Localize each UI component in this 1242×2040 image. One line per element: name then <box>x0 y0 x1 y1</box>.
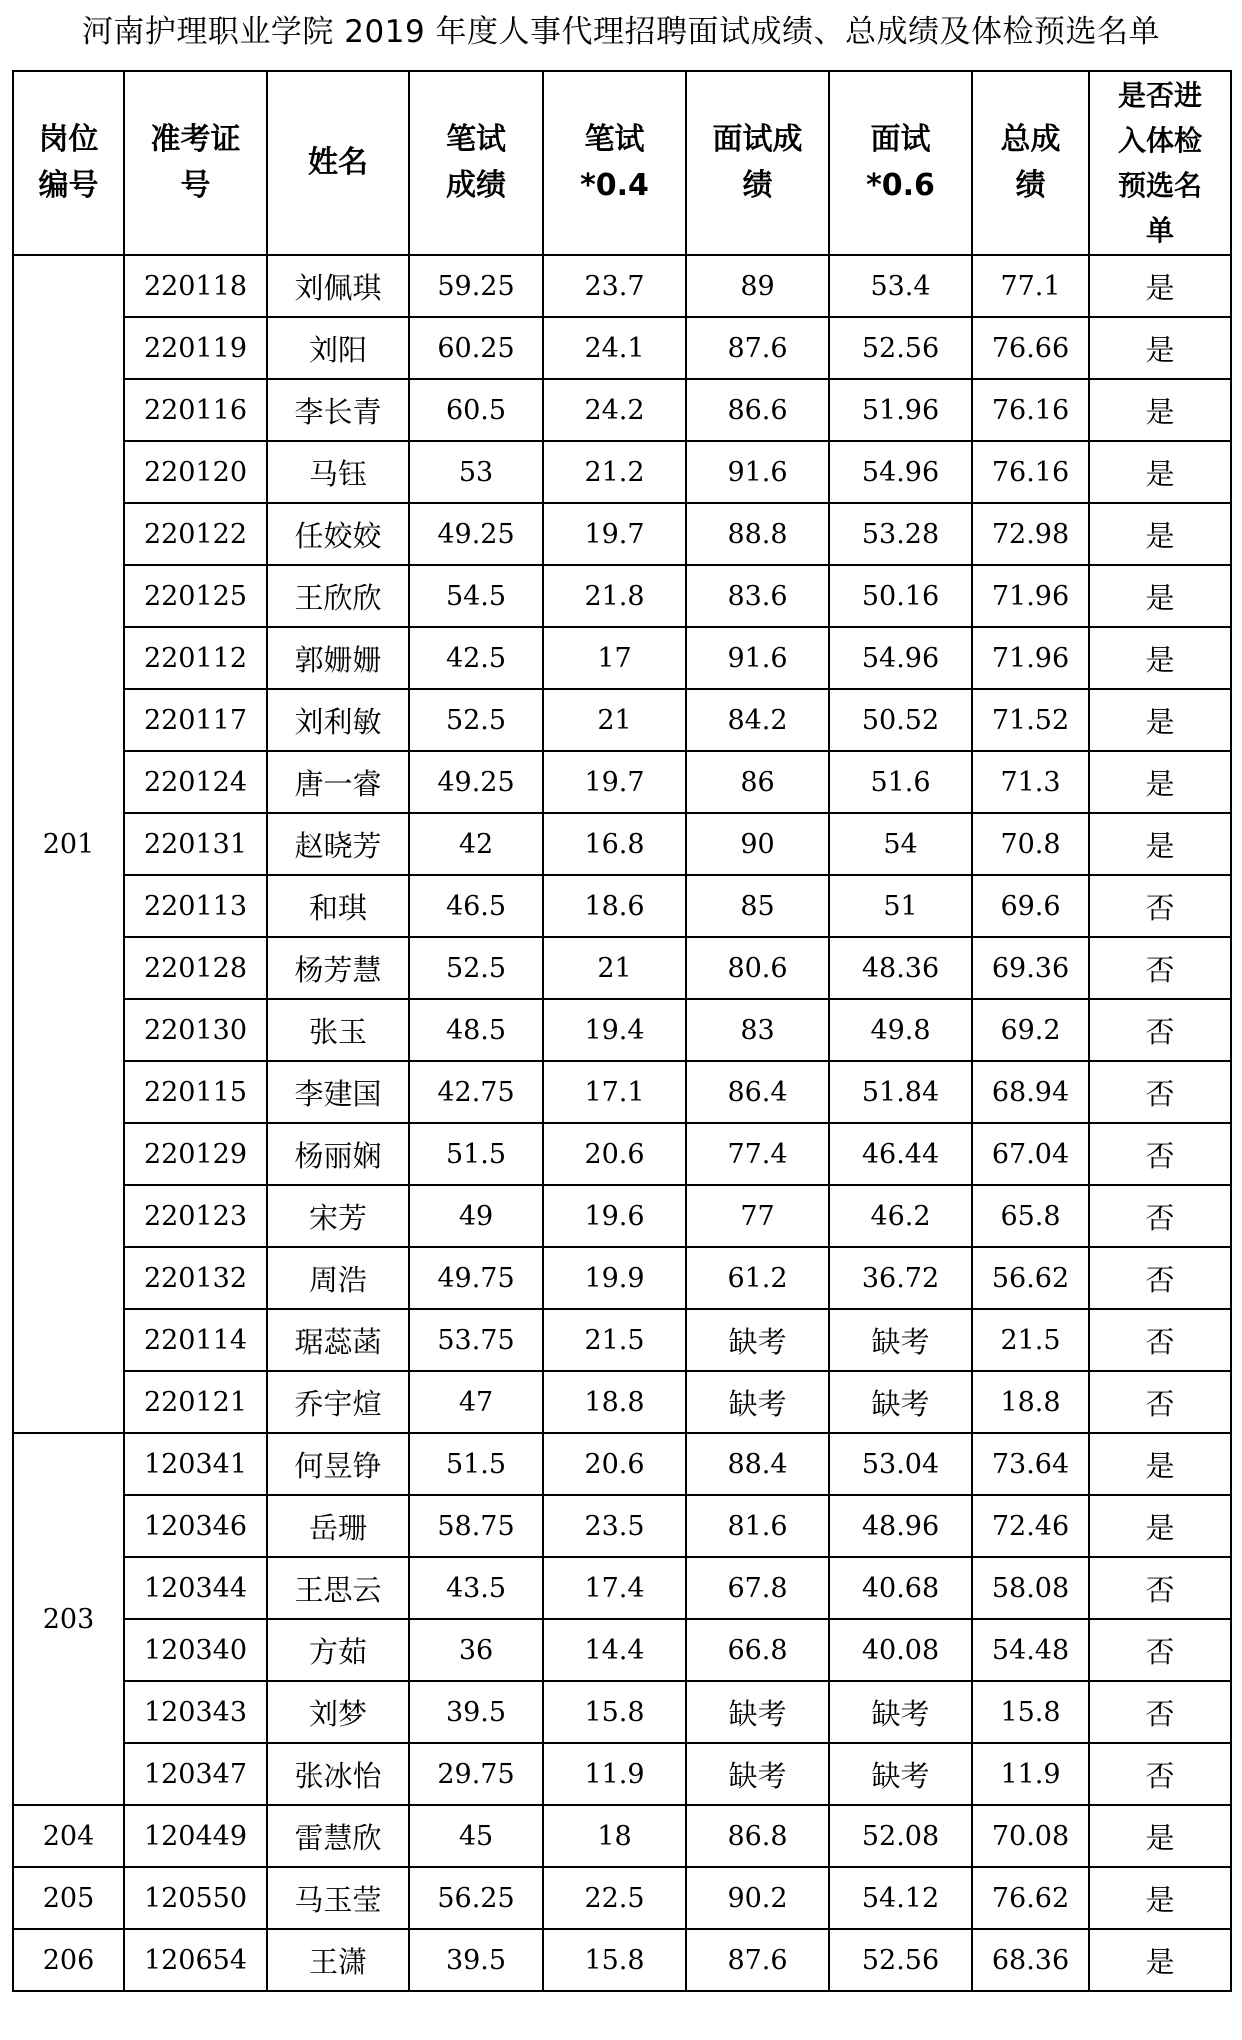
written-weighted-cell: 21 <box>543 937 686 999</box>
post-code-cell: 206 <box>13 1929 124 1991</box>
header-total: 总成 绩 <box>972 71 1089 255</box>
name-cell: 琚蕊菡 <box>267 1309 409 1371</box>
interview-weighted-cell: 51.84 <box>829 1061 972 1123</box>
written-score-cell: 49.25 <box>409 751 543 813</box>
interview-weighted-cell: 53.28 <box>829 503 972 565</box>
interview-score-cell: 66.8 <box>686 1619 829 1681</box>
written-score-cell: 54.5 <box>409 565 543 627</box>
selected-cell: 是 <box>1089 565 1231 627</box>
written-score-cell: 52.5 <box>409 689 543 751</box>
interview-score-cell: 缺考 <box>686 1743 829 1805</box>
total-score-cell: 71.3 <box>972 751 1089 813</box>
selected-cell: 是 <box>1089 751 1231 813</box>
interview-weighted-cell: 缺考 <box>829 1743 972 1805</box>
post-code-cell: 205 <box>13 1867 124 1929</box>
written-weighted-cell: 21.5 <box>543 1309 686 1371</box>
total-score-cell: 71.96 <box>972 565 1089 627</box>
written-weighted-cell: 19.9 <box>543 1247 686 1309</box>
name-cell: 赵晓芳 <box>267 813 409 875</box>
ticket-cell: 220129 <box>124 1123 267 1185</box>
total-score-cell: 72.46 <box>972 1495 1089 1557</box>
interview-score-cell: 67.8 <box>686 1557 829 1619</box>
interview-score-cell: 81.6 <box>686 1495 829 1557</box>
ticket-cell: 220118 <box>124 255 267 317</box>
selected-cell: 否 <box>1089 999 1231 1061</box>
table-row <box>13 1805 1231 1867</box>
ticket-cell: 220115 <box>124 1061 267 1123</box>
total-score-cell: 73.64 <box>972 1433 1089 1495</box>
interview-score-cell: 缺考 <box>686 1681 829 1743</box>
table-row <box>13 379 1231 441</box>
total-score-cell: 69.36 <box>972 937 1089 999</box>
interview-weighted-cell: 50.52 <box>829 689 972 751</box>
written-weighted-cell: 22.5 <box>543 1867 686 1929</box>
selected-cell: 否 <box>1089 1743 1231 1805</box>
table-row <box>13 441 1231 503</box>
table-row <box>13 813 1231 875</box>
interview-score-cell: 91.6 <box>686 627 829 689</box>
name-cell: 王思云 <box>267 1557 409 1619</box>
name-cell: 刘利敏 <box>267 689 409 751</box>
name-cell: 王欣欣 <box>267 565 409 627</box>
table-header <box>13 71 1231 255</box>
written-score-cell: 29.75 <box>409 1743 543 1805</box>
table-row <box>13 1371 1231 1433</box>
total-score-cell: 76.16 <box>972 379 1089 441</box>
interview-score-cell: 85 <box>686 875 829 937</box>
interview-score-cell: 86 <box>686 751 829 813</box>
total-score-cell: 21.5 <box>972 1309 1089 1371</box>
selected-cell: 是 <box>1089 1495 1231 1557</box>
table-row <box>13 503 1231 565</box>
page-title: 河南护理职业学院 2019 年度人事代理招聘面试成绩、总成绩及体检预选名单 <box>81 14 1161 50</box>
ticket-cell: 220121 <box>124 1371 267 1433</box>
table-row <box>13 1929 1231 1991</box>
selected-cell: 否 <box>1089 1185 1231 1247</box>
written-score-cell: 59.25 <box>409 255 543 317</box>
written-weighted-cell: 18.6 <box>543 875 686 937</box>
written-score-cell: 53.75 <box>409 1309 543 1371</box>
interview-weighted-cell: 51 <box>829 875 972 937</box>
name-cell: 刘阳 <box>267 317 409 379</box>
interview-score-cell: 83.6 <box>686 565 829 627</box>
interview-weighted-cell: 54.96 <box>829 627 972 689</box>
interview-weighted-cell: 40.08 <box>829 1619 972 1681</box>
written-weighted-cell: 18.8 <box>543 1371 686 1433</box>
interview-score-cell: 77 <box>686 1185 829 1247</box>
total-score-cell: 76.66 <box>972 317 1089 379</box>
selected-cell: 否 <box>1089 1309 1231 1371</box>
interview-weighted-cell: 缺考 <box>829 1681 972 1743</box>
written-score-cell: 56.25 <box>409 1867 543 1929</box>
interview-weighted-cell: 51.6 <box>829 751 972 813</box>
selected-cell: 否 <box>1089 1123 1231 1185</box>
interview-score-cell: 89 <box>686 255 829 317</box>
total-score-cell: 71.96 <box>972 627 1089 689</box>
table-row <box>13 1309 1231 1371</box>
selected-cell: 否 <box>1089 875 1231 937</box>
interview-weighted-cell: 54 <box>829 813 972 875</box>
interview-weighted-cell: 53.4 <box>829 255 972 317</box>
total-score-cell: 69.2 <box>972 999 1089 1061</box>
header-written: 笔试 成绩 <box>409 71 543 255</box>
written-score-cell: 51.5 <box>409 1123 543 1185</box>
name-cell: 马钰 <box>267 441 409 503</box>
written-score-cell: 42.75 <box>409 1061 543 1123</box>
total-score-cell: 69.6 <box>972 875 1089 937</box>
ticket-cell: 220120 <box>124 441 267 503</box>
written-weighted-cell: 19.6 <box>543 1185 686 1247</box>
selected-cell: 否 <box>1089 937 1231 999</box>
interview-weighted-cell: 缺考 <box>829 1371 972 1433</box>
written-weighted-cell: 21.2 <box>543 441 686 503</box>
written-weighted-cell: 21 <box>543 689 686 751</box>
ticket-cell: 120344 <box>124 1557 267 1619</box>
written-weighted-cell: 17.1 <box>543 1061 686 1123</box>
interview-score-cell: 86.6 <box>686 379 829 441</box>
ticket-cell: 120347 <box>124 1743 267 1805</box>
ticket-cell: 120449 <box>124 1805 267 1867</box>
interview-weighted-cell: 52.56 <box>829 317 972 379</box>
written-score-cell: 60.25 <box>409 317 543 379</box>
written-weighted-cell: 17.4 <box>543 1557 686 1619</box>
interview-weighted-cell: 46.2 <box>829 1185 972 1247</box>
total-score-cell: 76.62 <box>972 1867 1089 1929</box>
name-cell: 李建国 <box>267 1061 409 1123</box>
table-row <box>13 1619 1231 1681</box>
header-name: 姓名 <box>267 71 409 255</box>
interview-score-cell: 91.6 <box>686 441 829 503</box>
selected-cell: 是 <box>1089 379 1231 441</box>
table-row <box>13 689 1231 751</box>
total-score-cell: 68.36 <box>972 1929 1089 1991</box>
name-cell: 郭姗姗 <box>267 627 409 689</box>
selected-cell: 否 <box>1089 1061 1231 1123</box>
total-score-cell: 11.9 <box>972 1743 1089 1805</box>
name-cell: 宋芳 <box>267 1185 409 1247</box>
table-row <box>13 1743 1231 1805</box>
total-score-cell: 70.8 <box>972 813 1089 875</box>
table-row <box>13 1681 1231 1743</box>
selected-cell: 是 <box>1089 317 1231 379</box>
name-cell: 岳珊 <box>267 1495 409 1557</box>
written-score-cell: 51.5 <box>409 1433 543 1495</box>
written-weighted-cell: 17 <box>543 627 686 689</box>
total-score-cell: 56.62 <box>972 1247 1089 1309</box>
total-score-cell: 71.52 <box>972 689 1089 751</box>
selected-cell: 否 <box>1089 1371 1231 1433</box>
total-score-cell: 76.16 <box>972 441 1089 503</box>
interview-weighted-cell: 36.72 <box>829 1247 972 1309</box>
table-row <box>13 875 1231 937</box>
written-score-cell: 46.5 <box>409 875 543 937</box>
interview-weighted-cell: 54.12 <box>829 1867 972 1929</box>
name-cell: 乔宇煊 <box>267 1371 409 1433</box>
written-score-cell: 47 <box>409 1371 543 1433</box>
written-weighted-cell: 19.4 <box>543 999 686 1061</box>
written-score-cell: 42.5 <box>409 627 543 689</box>
post-code-cell: 204 <box>13 1805 124 1867</box>
table-row <box>13 1557 1231 1619</box>
interview-weighted-cell: 48.36 <box>829 937 972 999</box>
ticket-cell: 220114 <box>124 1309 267 1371</box>
interview-score-cell: 缺考 <box>686 1309 829 1371</box>
total-score-cell: 68.94 <box>972 1061 1089 1123</box>
written-score-cell: 39.5 <box>409 1929 543 1991</box>
written-score-cell: 45 <box>409 1805 543 1867</box>
written-weighted-cell: 20.6 <box>543 1123 686 1185</box>
interview-weighted-cell: 52.08 <box>829 1805 972 1867</box>
selected-cell: 否 <box>1089 1619 1231 1681</box>
table-row <box>13 1123 1231 1185</box>
ticket-cell: 220112 <box>124 627 267 689</box>
header-interview: 面试成 绩 <box>686 71 829 255</box>
name-cell: 雷慧欣 <box>267 1805 409 1867</box>
ticket-cell: 220113 <box>124 875 267 937</box>
interview-weighted-cell: 53.04 <box>829 1433 972 1495</box>
written-weighted-cell: 19.7 <box>543 751 686 813</box>
ticket-cell: 220122 <box>124 503 267 565</box>
interview-score-cell: 缺考 <box>686 1371 829 1433</box>
ticket-cell: 220132 <box>124 1247 267 1309</box>
name-cell: 王潇 <box>267 1929 409 1991</box>
total-score-cell: 77.1 <box>972 255 1089 317</box>
interview-score-cell: 86.8 <box>686 1805 829 1867</box>
ticket-cell: 220119 <box>124 317 267 379</box>
total-score-cell: 70.08 <box>972 1805 1089 1867</box>
ticket-cell: 120550 <box>124 1867 267 1929</box>
total-score-cell: 72.98 <box>972 503 1089 565</box>
interview-weighted-cell: 缺考 <box>829 1309 972 1371</box>
written-score-cell: 49.75 <box>409 1247 543 1309</box>
table-row <box>13 999 1231 1061</box>
table-row <box>13 1247 1231 1309</box>
written-weighted-cell: 20.6 <box>543 1433 686 1495</box>
table-row <box>13 1495 1231 1557</box>
selected-cell: 是 <box>1089 1867 1231 1929</box>
written-weighted-cell: 19.7 <box>543 503 686 565</box>
name-cell: 张玉 <box>267 999 409 1061</box>
interview-score-cell: 80.6 <box>686 937 829 999</box>
ticket-cell: 220125 <box>124 565 267 627</box>
table-row <box>13 317 1231 379</box>
written-score-cell: 60.5 <box>409 379 543 441</box>
interview-score-cell: 88.8 <box>686 503 829 565</box>
selected-cell: 是 <box>1089 441 1231 503</box>
name-cell: 刘梦 <box>267 1681 409 1743</box>
table-row <box>13 565 1231 627</box>
header-ticket: 准考证 号 <box>124 71 267 255</box>
ticket-cell: 120654 <box>124 1929 267 1991</box>
total-score-cell: 65.8 <box>972 1185 1089 1247</box>
written-score-cell: 53 <box>409 441 543 503</box>
ticket-cell: 220124 <box>124 751 267 813</box>
ticket-cell: 220128 <box>124 937 267 999</box>
table-row <box>13 1433 1231 1495</box>
total-score-cell: 67.04 <box>972 1123 1089 1185</box>
written-score-cell: 42 <box>409 813 543 875</box>
interview-score-cell: 84.2 <box>686 689 829 751</box>
written-weighted-cell: 16.8 <box>543 813 686 875</box>
ticket-cell: 220130 <box>124 999 267 1061</box>
selected-cell: 否 <box>1089 1681 1231 1743</box>
name-cell: 马玉莹 <box>267 1867 409 1929</box>
table-row <box>13 627 1231 689</box>
written-score-cell: 49 <box>409 1185 543 1247</box>
interview-weighted-cell: 51.96 <box>829 379 972 441</box>
written-score-cell: 58.75 <box>409 1495 543 1557</box>
ticket-cell: 120343 <box>124 1681 267 1743</box>
written-weighted-cell: 23.5 <box>543 1495 686 1557</box>
written-weighted-cell: 24.1 <box>543 317 686 379</box>
results-table <box>12 70 1232 1992</box>
name-cell: 张冰怡 <box>267 1743 409 1805</box>
total-score-cell: 18.8 <box>972 1371 1089 1433</box>
name-cell: 杨芳慧 <box>267 937 409 999</box>
name-cell: 何昱铮 <box>267 1433 409 1495</box>
name-cell: 和琪 <box>267 875 409 937</box>
selected-cell: 是 <box>1089 1929 1231 1991</box>
interview-score-cell: 61.2 <box>686 1247 829 1309</box>
written-score-cell: 39.5 <box>409 1681 543 1743</box>
written-weighted-cell: 24.2 <box>543 379 686 441</box>
header-selected: 是否进 入体检 预选名 单 <box>1089 71 1231 255</box>
table-row <box>13 1185 1231 1247</box>
interview-weighted-cell: 49.8 <box>829 999 972 1061</box>
written-score-cell: 36 <box>409 1619 543 1681</box>
selected-cell: 否 <box>1089 1247 1231 1309</box>
total-score-cell: 54.48 <box>972 1619 1089 1681</box>
ticket-cell: 220116 <box>124 379 267 441</box>
table-row <box>13 255 1231 317</box>
post-code-cell: 203 <box>13 1433 124 1805</box>
name-cell: 方茹 <box>267 1619 409 1681</box>
written-weighted-cell: 23.7 <box>543 255 686 317</box>
header-post: 岗位 编号 <box>13 71 124 255</box>
written-weighted-cell: 18 <box>543 1805 686 1867</box>
total-score-cell: 15.8 <box>972 1681 1089 1743</box>
selected-cell: 是 <box>1089 689 1231 751</box>
name-cell: 唐一睿 <box>267 751 409 813</box>
ticket-cell: 120346 <box>124 1495 267 1557</box>
selected-cell: 是 <box>1089 503 1231 565</box>
table-row <box>13 937 1231 999</box>
selected-cell: 是 <box>1089 813 1231 875</box>
interview-weighted-cell: 46.44 <box>829 1123 972 1185</box>
interview-score-cell: 87.6 <box>686 1929 829 1991</box>
selected-cell: 是 <box>1089 255 1231 317</box>
selected-cell: 是 <box>1089 1805 1231 1867</box>
interview-weighted-cell: 50.16 <box>829 565 972 627</box>
name-cell: 刘佩琪 <box>267 255 409 317</box>
table-body <box>13 255 1231 1991</box>
written-score-cell: 52.5 <box>409 937 543 999</box>
interview-score-cell: 86.4 <box>686 1061 829 1123</box>
interview-score-cell: 87.6 <box>686 317 829 379</box>
table-row <box>13 1867 1231 1929</box>
written-score-cell: 49.25 <box>409 503 543 565</box>
header-interview-weighted: 面试 *0.6 <box>829 71 972 255</box>
selected-cell: 是 <box>1089 627 1231 689</box>
header-row <box>13 71 1231 255</box>
name-cell: 任姣姣 <box>267 503 409 565</box>
interview-score-cell: 88.4 <box>686 1433 829 1495</box>
ticket-cell: 220117 <box>124 689 267 751</box>
interview-score-cell: 90.2 <box>686 1867 829 1929</box>
total-score-cell: 58.08 <box>972 1557 1089 1619</box>
name-cell: 李长青 <box>267 379 409 441</box>
interview-score-cell: 77.4 <box>686 1123 829 1185</box>
selected-cell: 是 <box>1089 1433 1231 1495</box>
interview-weighted-cell: 48.96 <box>829 1495 972 1557</box>
written-weighted-cell: 14.4 <box>543 1619 686 1681</box>
ticket-cell: 120340 <box>124 1619 267 1681</box>
table-row <box>13 751 1231 813</box>
written-score-cell: 48.5 <box>409 999 543 1061</box>
table-row <box>13 1061 1231 1123</box>
interview-weighted-cell: 54.96 <box>829 441 972 503</box>
written-weighted-cell: 11.9 <box>543 1743 686 1805</box>
interview-score-cell: 83 <box>686 999 829 1061</box>
name-cell: 周浩 <box>267 1247 409 1309</box>
written-weighted-cell: 21.8 <box>543 565 686 627</box>
ticket-cell: 220131 <box>124 813 267 875</box>
ticket-cell: 220123 <box>124 1185 267 1247</box>
ticket-cell: 120341 <box>124 1433 267 1495</box>
written-weighted-cell: 15.8 <box>543 1681 686 1743</box>
selected-cell: 否 <box>1089 1557 1231 1619</box>
interview-weighted-cell: 40.68 <box>829 1557 972 1619</box>
interview-score-cell: 90 <box>686 813 829 875</box>
name-cell: 杨丽娴 <box>267 1123 409 1185</box>
interview-weighted-cell: 52.56 <box>829 1929 972 1991</box>
post-code-cell: 201 <box>13 255 124 1433</box>
header-written-weighted: 笔试 *0.4 <box>543 71 686 255</box>
written-score-cell: 43.5 <box>409 1557 543 1619</box>
written-weighted-cell: 15.8 <box>543 1929 686 1991</box>
